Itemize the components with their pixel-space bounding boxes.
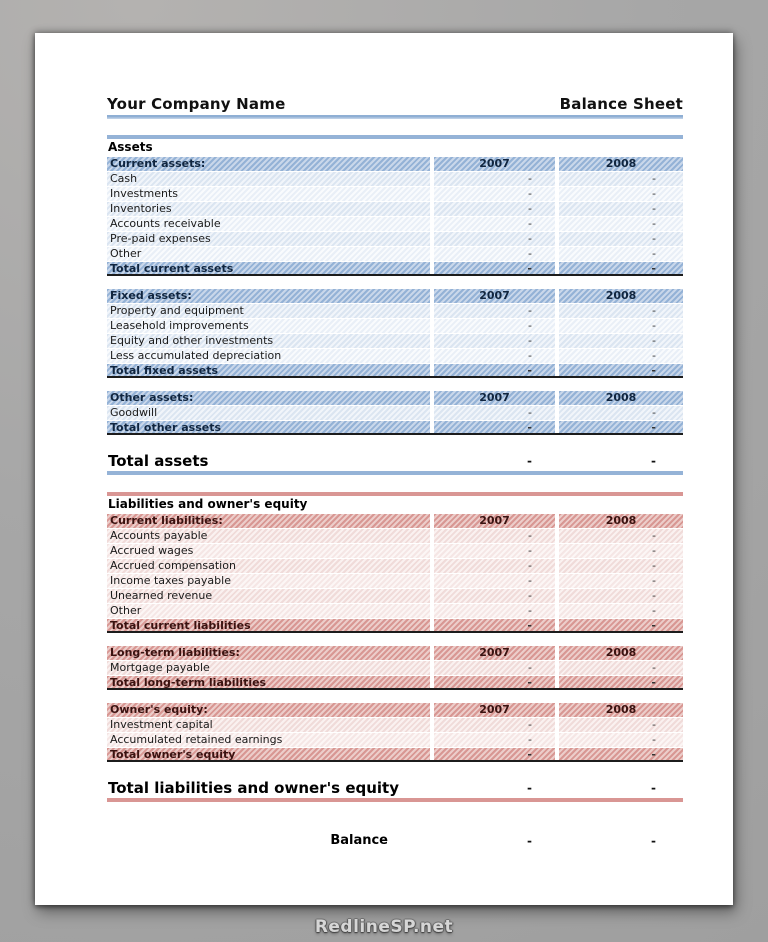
- table-row: [107, 202, 683, 216]
- table-row-value-2007: -: [434, 304, 555, 318]
- table-row-label: Other: [107, 247, 430, 261]
- group-assets-0: [107, 157, 683, 276]
- grand-total-rule-liabilities: [107, 798, 683, 802]
- group-header-row-label: Owner's equity:: [107, 703, 430, 717]
- table-row-value-2007: -: [434, 202, 555, 216]
- group-total-row-value-2007: -: [434, 619, 555, 631]
- group-liabilities-0: [107, 514, 683, 633]
- table-row-label: Inventories: [107, 202, 430, 216]
- table-row-value-2007: -: [434, 349, 555, 363]
- table-row-label: Goodwill: [107, 406, 430, 420]
- table-row: [107, 589, 683, 603]
- group-total-row-label: Total owner's equity: [107, 748, 430, 760]
- table-row-value-2008: -: [559, 349, 683, 363]
- table-row-label: Accrued wages: [107, 544, 430, 558]
- group-header-row-value-2007: 2007: [434, 391, 555, 405]
- table-row-value-2008: -: [559, 232, 683, 246]
- group-total-row-value-2008: -: [559, 421, 683, 433]
- table-row: [107, 349, 683, 363]
- group-header-row-value-2008: 2008: [559, 646, 683, 660]
- header-rule: [107, 115, 683, 119]
- table-row-value-2007: -: [434, 334, 555, 348]
- table-row-value-2008: -: [559, 529, 683, 543]
- table-row-value-2008: -: [559, 661, 683, 675]
- table-row-value-2007: -: [434, 319, 555, 333]
- group-total-row-value-2008: -: [559, 364, 683, 376]
- group-total-row-value-2008: -: [559, 676, 683, 688]
- group-header-row-value-2008: 2008: [559, 391, 683, 405]
- table-row: [107, 319, 683, 333]
- table-row-value-2007: -: [434, 733, 555, 747]
- group-liabilities-1: [107, 646, 683, 690]
- table-row-label: Mortgage payable: [107, 661, 430, 675]
- table-row: [107, 529, 683, 543]
- group-header-row: [107, 703, 683, 717]
- group-total-row: [107, 619, 683, 633]
- table-row-value-2007: -: [434, 544, 555, 558]
- balance-row: [107, 832, 683, 850]
- table-row-value-2008: -: [559, 604, 683, 618]
- table-row-value-2008: -: [559, 544, 683, 558]
- section-title-liabilities: Liabilities and owner's equity: [108, 497, 308, 511]
- table-row-value-2008: -: [559, 406, 683, 420]
- group-header-row-value-2008: 2008: [559, 157, 683, 171]
- table-row-label: Accrued compensation: [107, 559, 430, 573]
- table-row-value-2007: -: [434, 187, 555, 201]
- table-row-value-2007: -: [434, 217, 555, 231]
- table-row: [107, 559, 683, 573]
- group-total-row-value-2008: -: [559, 262, 683, 274]
- group-header-row-label: Current assets:: [107, 157, 430, 171]
- table-row-value-2007: -: [434, 247, 555, 261]
- table-row: [107, 334, 683, 348]
- group-header-row-label: Other assets:: [107, 391, 430, 405]
- grand-total-assets: [107, 452, 683, 470]
- group-total-row-value-2007: -: [434, 676, 555, 688]
- group-liabilities-2: [107, 703, 683, 762]
- group-header-row-value-2007: 2007: [434, 646, 555, 660]
- group-header-row-label: Fixed assets:: [107, 289, 430, 303]
- table-row: [107, 172, 683, 186]
- document-header: [107, 95, 683, 113]
- balance-label: Balance: [330, 833, 388, 848]
- table-row: [107, 544, 683, 558]
- table-row-label: Cash: [107, 172, 430, 186]
- table-row-label: Accounts payable: [107, 529, 430, 543]
- grand-total-liabilities-label: Total liabilities and owner's equity: [108, 779, 399, 797]
- table-row-value-2008: -: [559, 304, 683, 318]
- table-row-value-2008: -: [559, 247, 683, 261]
- table-row: [107, 187, 683, 201]
- table-row-value-2007: -: [434, 232, 555, 246]
- table-row-value-2008: -: [559, 217, 683, 231]
- grand-total-assets-label: Total assets: [108, 452, 209, 470]
- table-row: [107, 304, 683, 318]
- sections-container: [107, 135, 683, 802]
- table-row: [107, 604, 683, 618]
- group-assets-1: [107, 289, 683, 378]
- group-header-row-value-2007: 2007: [434, 289, 555, 303]
- table-row-value-2008: -: [559, 319, 683, 333]
- table-row-value-2007: -: [434, 604, 555, 618]
- grand-total-assets-value-2008: -: [651, 454, 656, 468]
- grand-total-liabilities-value-2007: -: [527, 781, 532, 795]
- group-header-row-label: Current liabilities:: [107, 514, 430, 528]
- group-header-row: [107, 391, 683, 405]
- group-header-row: [107, 157, 683, 171]
- group-header-row-value-2008: 2008: [559, 703, 683, 717]
- group-header-row: [107, 646, 683, 660]
- group-header-row-value-2007: 2007: [434, 514, 555, 528]
- group-total-row-value-2007: -: [434, 364, 555, 376]
- table-row-label: Investment capital: [107, 718, 430, 732]
- table-row-label: Equity and other investments: [107, 334, 430, 348]
- table-row-label: Investments: [107, 187, 430, 201]
- table-row-value-2008: -: [559, 334, 683, 348]
- group-header-row-value-2007: 2007: [434, 157, 555, 171]
- sheet-title: Balance Sheet: [559, 95, 683, 113]
- group-header-row: [107, 514, 683, 528]
- group-total-row: [107, 364, 683, 378]
- group-total-row: [107, 748, 683, 762]
- table-row-value-2007: -: [434, 559, 555, 573]
- group-total-row-label: Total fixed assets: [107, 364, 430, 376]
- table-row-value-2008: -: [559, 589, 683, 603]
- table-row-value-2008: -: [559, 718, 683, 732]
- group-header-row-label: Long-term liabilities:: [107, 646, 430, 660]
- group-total-row: [107, 262, 683, 276]
- balance-value-2008: -: [651, 834, 656, 848]
- table-row-label: Other: [107, 604, 430, 618]
- table-row-value-2008: -: [559, 187, 683, 201]
- group-total-row-label: Total current assets: [107, 262, 430, 274]
- table-row: [107, 718, 683, 732]
- grand-total-liabilities-value-2008: -: [651, 781, 656, 795]
- grand-total-assets-value-2007: -: [527, 454, 532, 468]
- table-row-label: Income taxes payable: [107, 574, 430, 588]
- group-total-row-value-2007: -: [434, 421, 555, 433]
- group-total-row-value-2008: -: [559, 748, 683, 760]
- group-header-row-value-2007: 2007: [434, 703, 555, 717]
- group-total-row-label: Total current liabilities: [107, 619, 430, 631]
- table-row-label: Accumulated retained earnings: [107, 733, 430, 747]
- table-row: [107, 406, 683, 420]
- watermark-text: RedlineSP.net: [314, 917, 454, 937]
- table-row-value-2007: -: [434, 589, 555, 603]
- group-total-row-label: Total long-term liabilities: [107, 676, 430, 688]
- section-title-assets: Assets: [108, 140, 153, 154]
- group-total-row: [107, 676, 683, 690]
- table-row-value-2008: -: [559, 172, 683, 186]
- table-row-label: Less accumulated depreciation: [107, 349, 430, 363]
- group-header-row: [107, 289, 683, 303]
- table-row-value-2007: -: [434, 529, 555, 543]
- group-total-row-value-2007: -: [434, 748, 555, 760]
- group-header-row-value-2008: 2008: [559, 514, 683, 528]
- group-header-row-value-2008: 2008: [559, 289, 683, 303]
- grand-total-rule-assets: [107, 471, 683, 475]
- table-row-label: Unearned revenue: [107, 589, 430, 603]
- table-row-label: Property and equipment: [107, 304, 430, 318]
- table-row-value-2008: -: [559, 202, 683, 216]
- section-bar-assets: [107, 135, 683, 139]
- group-total-row-value-2007: -: [434, 262, 555, 274]
- section-bar-liabilities: [107, 492, 683, 496]
- table-row-value-2007: -: [434, 718, 555, 732]
- table-row-label: Accounts receivable: [107, 217, 430, 231]
- table-row-value-2008: -: [559, 733, 683, 747]
- table-row: [107, 733, 683, 747]
- group-assets-2: [107, 391, 683, 435]
- balance-sheet-page: [35, 33, 733, 905]
- table-row-value-2007: -: [434, 574, 555, 588]
- balance-value-2007: -: [527, 834, 532, 848]
- table-row-value-2008: -: [559, 559, 683, 573]
- table-row-value-2008: -: [559, 574, 683, 588]
- group-total-row-value-2008: -: [559, 619, 683, 631]
- group-total-row-label: Total other assets: [107, 421, 430, 433]
- grand-total-liabilities: [107, 779, 683, 797]
- table-row: [107, 232, 683, 246]
- table-row: [107, 574, 683, 588]
- table-row-value-2007: -: [434, 661, 555, 675]
- group-total-row: [107, 421, 683, 435]
- table-row: [107, 661, 683, 675]
- table-row-label: Leasehold improvements: [107, 319, 430, 333]
- table-row: [107, 217, 683, 231]
- company-name: Your Company Name: [107, 95, 286, 113]
- table-row: [107, 247, 683, 261]
- table-row-label: Pre-paid expenses: [107, 232, 430, 246]
- table-row-value-2007: -: [434, 172, 555, 186]
- table-row-value-2007: -: [434, 406, 555, 420]
